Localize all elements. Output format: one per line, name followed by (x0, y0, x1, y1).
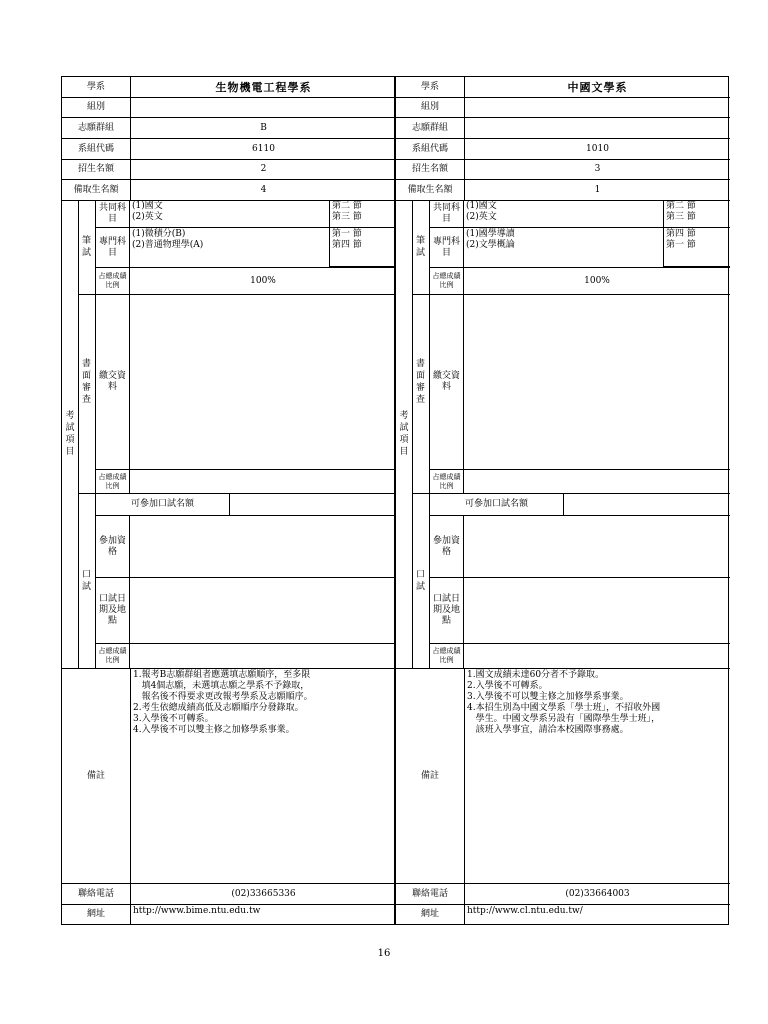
code-value: 6110 (130, 138, 396, 159)
code-label: 系組代碼 (62, 138, 130, 159)
reserve-label: 備取生名額 (62, 179, 130, 200)
dept-label: 學系 (86, 81, 105, 92)
choice_group-label: 志願群組 (62, 117, 130, 138)
spec-sessions: 第四 節 第一 節 (663, 227, 730, 267)
reserve-value: 4 (130, 179, 396, 200)
exam-items-label: 考 試 項 目 (65, 411, 75, 457)
url-label: 網址 (62, 904, 130, 924)
oral-count-label: 可參加口試名額 (429, 493, 563, 515)
oral-ratio-label: 占總成績比例 (95, 643, 129, 668)
group-label: 組別 (396, 97, 464, 117)
group-value (130, 97, 396, 117)
qualify-label: 參加資格 (429, 515, 463, 577)
oral-count-value (563, 493, 730, 515)
choice_group-label: 志願群組 (396, 117, 464, 138)
doc-ratio-value (129, 469, 396, 493)
datetime-label: 口試日期及地點 (95, 577, 129, 643)
department-table-right (395, 76, 729, 925)
qualify-label: 參加資格 (95, 515, 129, 577)
choice_group-value (464, 117, 730, 138)
group-value (464, 97, 730, 117)
qualify-value (463, 515, 730, 577)
reserve-value: 1 (464, 179, 730, 200)
page-number: 16 (377, 948, 391, 959)
doc-review-label: 書 面 審 查 (415, 358, 425, 405)
written-ratio-value: 100% (463, 267, 730, 294)
common-subjects: (1)國文 (2)英文 (463, 200, 663, 227)
quota-label: 招生名額 (62, 159, 130, 179)
written-ratio-value: 100% (129, 267, 396, 294)
oral-count-value (229, 493, 396, 515)
datetime-value (129, 577, 396, 643)
quota-value: 3 (464, 159, 730, 179)
spec-label: 專門科目 (429, 227, 463, 267)
phone-value: (02)33664003 (464, 883, 730, 904)
oral-ratio-value (129, 643, 396, 668)
oral-count-label: 可參加口試名額 (95, 493, 229, 515)
doc-review-label: 書 面 審 查 (81, 358, 91, 405)
common-sessions: 第二 節 第三 節 (329, 200, 396, 227)
choice_group-value: B (130, 117, 396, 138)
dept-value: 中國文學系 (464, 77, 730, 97)
code-value: 1010 (464, 138, 730, 159)
oral-ratio-label: 占總成績比例 (429, 643, 463, 668)
common-label: 共同科目 (95, 200, 129, 227)
phone-label: 聯絡電話 (62, 883, 130, 904)
oral-ratio-value (463, 643, 730, 668)
remark-value: 1.報考B志願群組者應選填志願順序，至多限 填4個志願，未選填志願之學系不予錄取， 報名後不得要求更改報考學系及志願順序。 2.考生依總成績高低及志願順序分發錄取。 3.入學後不可轉系。 4.入學後不可以雙主修之加修學系事業。 (130, 668, 396, 883)
spec-sessions: 第一 節 第四 節 (329, 227, 396, 267)
written-label: 筆 試 (81, 236, 91, 258)
url-label: 網址 (396, 904, 464, 924)
group-label: 組別 (62, 97, 130, 117)
remark-label: 備註 (62, 668, 130, 883)
exam-items-label: 考 試 項 目 (399, 411, 409, 457)
quota-value: 2 (130, 159, 396, 179)
common-label: 共同科目 (429, 200, 463, 227)
datetime-label: 口試日期及地點 (429, 577, 463, 643)
code-label: 系組代碼 (396, 138, 464, 159)
dept-label: 學系 (420, 81, 439, 92)
written-label: 筆 試 (415, 236, 425, 258)
url-value: http://www.cl.ntu.edu.tw/ (464, 904, 730, 924)
written-ratio-label: 占總成績比例 (429, 267, 463, 294)
submit-value (129, 294, 396, 469)
department-table-left (61, 76, 395, 925)
oral-label: 口 試 (81, 569, 91, 592)
submit-label: 繳交資料 (429, 294, 463, 469)
doc-ratio-label: 占總成績比例 (95, 469, 129, 493)
datetime-value (463, 577, 730, 643)
common-sessions: 第二 節 第三 節 (663, 200, 730, 227)
doc-ratio-label: 占總成績比例 (429, 469, 463, 493)
phone-value: (02)33665336 (130, 883, 396, 904)
remark-value: 1.國文成績未達60分者不予錄取。 2.入學後不可轉系。 3.入學後不可以雙主修之加修學系事業。 4.本招生別為中國文學系「學士班」，不招收外國 學生。中國文學系另設有「國際學生學士班」， 該班入學事宜，請洽本校國際事務處。 (464, 668, 730, 883)
qualify-value (129, 515, 396, 577)
spec-subjects: (1)國學導讀 (2)文學概論 (463, 227, 663, 267)
spec-subjects: (1)微積分(B) (2)普通物理學(A) (129, 227, 329, 267)
dept-value: 生物機電工程學系 (130, 77, 396, 97)
common-subjects: (1)國文 (2)英文 (129, 200, 329, 227)
url-value: http://www.bime.ntu.edu.tw (130, 904, 396, 924)
oral-label: 口 試 (415, 569, 425, 592)
phone-label: 聯絡電話 (396, 883, 464, 904)
spec-label: 專門科目 (95, 227, 129, 267)
remark-label: 備註 (396, 668, 464, 883)
quota-label: 招生名額 (396, 159, 464, 179)
reserve-label: 備取生名額 (396, 179, 464, 200)
submit-value (463, 294, 730, 469)
written-ratio-label: 占總成績比例 (95, 267, 129, 294)
submit-label: 繳交資料 (95, 294, 129, 469)
doc-ratio-value (463, 469, 730, 493)
